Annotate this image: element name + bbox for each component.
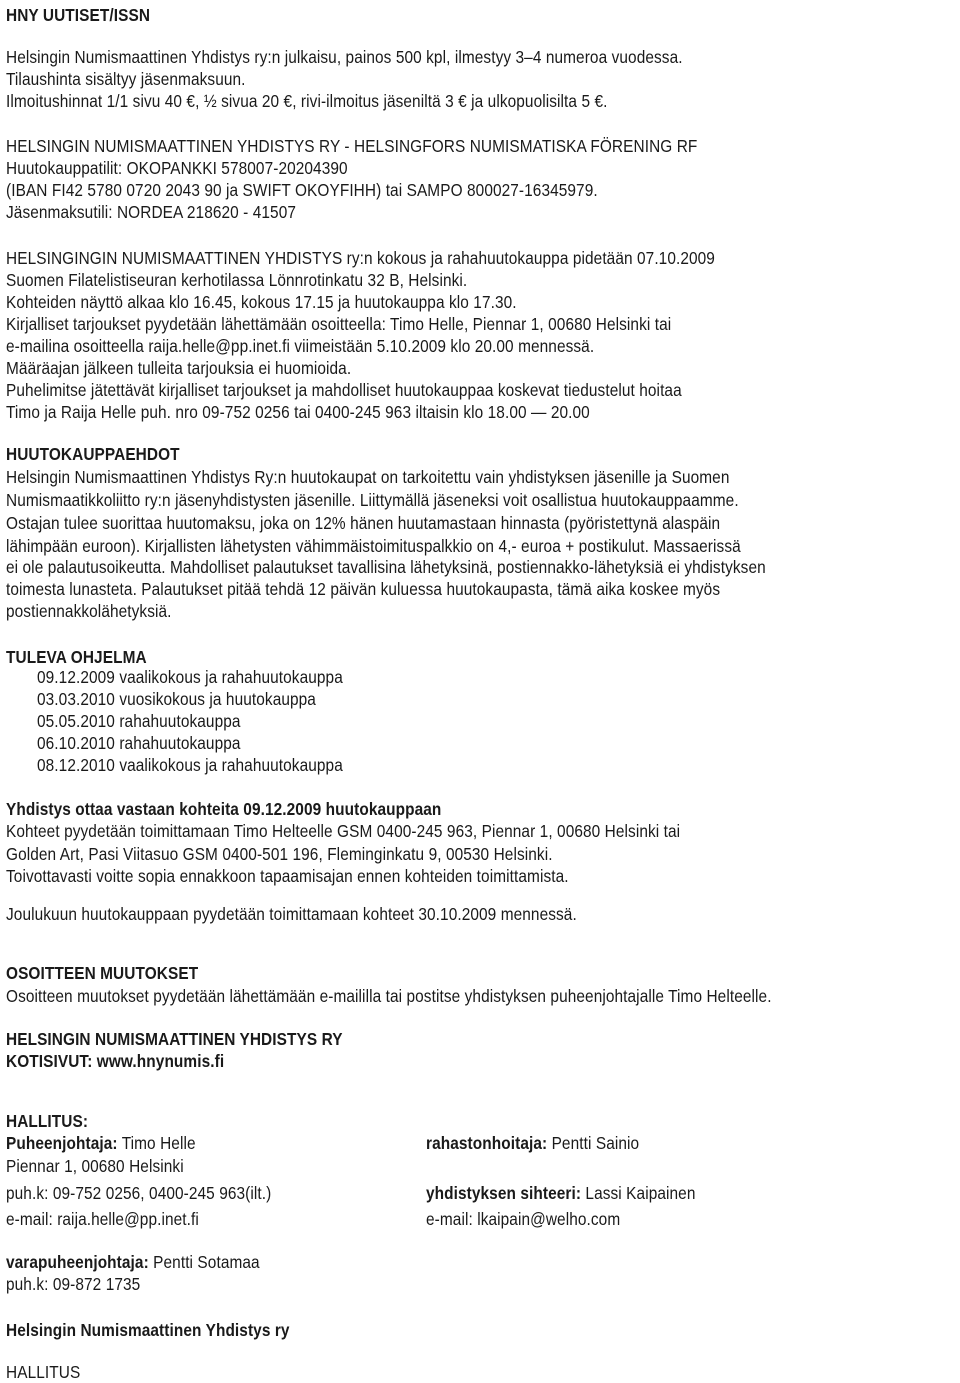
secretary-name: Lassi Kaipainen xyxy=(581,1183,696,1203)
program-item: 09.12.2009 vaalikokous ja rahahuutokauppa xyxy=(37,667,343,687)
secretary-role: yhdistyksen sihteeri: xyxy=(426,1183,582,1203)
chair-address: Piennar 1, 00680 Helsinki xyxy=(6,1156,184,1176)
meeting-line: Timo ja Raija Helle puh. nro 09-752 0256 tai 0400-245 963 iltaisin klo 18.00 — 20.00 xyxy=(6,402,590,422)
homepage-link[interactable]: KOTISIVUT: www.hnynumis.fi xyxy=(6,1051,225,1071)
terms-line: Helsingin Numismaattinen Yhdistys Ry:n huutokaupat on tarkoitettu vain yhdistyksen jäsenille ja Suomen xyxy=(6,467,730,487)
program-item: 06.10.2010 rahahuutokauppa xyxy=(37,733,241,753)
homepage-org: HELSINGIN NUMISMAATTINEN YHDISTYS RY xyxy=(6,1029,343,1049)
accept-line: Toivottavasti voitte sopia ennakkoon tapaamisajan ennen kohteiden toimittamista. xyxy=(6,866,569,886)
program-item: 03.03.2010 vuosikokous ja huutokauppa xyxy=(37,689,316,709)
treasurer-entry xyxy=(426,1132,639,1154)
terms-line: ei ole palautusoikeutta. Mahdolliset palautukset tavallisina lähetyksinä, postiennakko-lähetyksiä ei yhdistyksen xyxy=(6,557,766,577)
vice-chair-role: varapuheenjohtaja: xyxy=(6,1252,149,1272)
intro-line: Ilmoitushinnat 1/1 sivu 40 €, ½ sivua 20 €, rivi-ilmoitus jäseniltä 3 € ja ulkopuolisilta 5 €. xyxy=(6,91,608,111)
meeting-line: Kirjalliset tarjoukset pyydetään lähettämään osoitteella: Timo Helle, Piennar 1, 00680 Helsinki tai xyxy=(6,314,672,334)
program-heading: TULEVA OHJELMA xyxy=(6,647,147,667)
meeting-line: Kohteiden näyttö alkaa klo 16.45, kokous 17.15 ja huutokauppa klo 17.30. xyxy=(6,292,517,312)
intro-line: Helsingin Numismaattinen Yhdistys ry:n julkaisu, painos 500 kpl, ilmestyy 3–4 numeroa vuodessa. xyxy=(6,47,683,67)
meeting-line: Suomen Filatelistiseuran kerhotilassa Lönnrotinkatu 32 B, Helsinki. xyxy=(6,270,468,290)
program-item: 08.12.2010 vaalikokous ja rahahuutokauppa xyxy=(37,755,343,775)
footer-label: HALLITUS xyxy=(6,1362,81,1382)
meeting-line: e-mailina osoitteella raija.helle@pp.inet.fi viimeistään 5.10.2009 klo 20.00 mennessä. xyxy=(6,336,595,356)
intro-line: Tilaushinta sisältyy jäsenmaksuun. xyxy=(6,69,246,89)
meeting-line: HELSINGINGIN NUMISMAATTINEN YHDISTYS ry:n kokous ja rahahuutokauppa pidetään 07.10.2009 xyxy=(6,248,715,268)
bank-line: Huutokauppatilit: OKOPANKKI 578007-20204390 xyxy=(6,158,348,178)
page-title: HNY UUTISET/ISSN xyxy=(6,5,151,25)
meeting-line: Puhelimitse jätettävät kirjalliset tarjoukset ja mahdolliset huutokauppaa koskevat tiedustelut hoitaa xyxy=(6,380,682,400)
secretary-email[interactable]: e-mail: lkaipain@welho.com xyxy=(426,1209,621,1229)
terms-line: postiennakkolähetyksiä. xyxy=(6,601,172,621)
meeting-line: Määräajan jälkeen tulleita tarjouksia ei huomioida. xyxy=(6,358,352,378)
bank-line: HELSINGIN NUMISMAATTINEN YHDISTYS RY - HELSINGFORS NUMISMATISKA FÖRENING RF xyxy=(6,136,698,156)
terms-heading: HUUTOKAUPPAEHDOT xyxy=(6,444,180,464)
chair-role: Puheenjohtaja: xyxy=(6,1133,118,1153)
chair-name: Timo Helle xyxy=(117,1133,196,1153)
footer-org: Helsingin Numismaattinen Yhdistys ry xyxy=(6,1320,290,1340)
treasurer-role: rahastonhoitaja: xyxy=(426,1133,548,1153)
bank-line: Jäsenmaksutili: NORDEA 218620 - 41507 xyxy=(6,202,297,222)
vice-chair-name: Pentti Sotamaa xyxy=(148,1252,260,1272)
terms-line: Ostajan tulee suorittaa huutomaksu, joka on 12% hänen huutamastaan hinnasta (pyöristettynä alaspäin xyxy=(6,513,721,533)
accept-line: Kohteet pyydetään toimittamaan Timo Helteelle GSM 0400-245 963, Piennar 1, 00680 Helsinki tai xyxy=(6,821,681,841)
accept-heading: Yhdistys ottaa vastaan kohteita 09.12.2009 huutokauppaan xyxy=(6,799,442,819)
accept-line: Golden Art, Pasi Viitasuo GSM 0400-501 196, Fleminginkatu 9, 00530 Helsinki. xyxy=(6,844,553,864)
terms-line: lähimpään euroon). Kirjallisten lähetysten vähimmäistoimituspalkkio on 4,- euroa + postikulut. Massaerissä xyxy=(6,536,741,556)
accept-deadline: Joulukuun huutokauppaan pyydetään toimittamaan kohteet 30.10.2009 mennessä. xyxy=(6,904,577,924)
treasurer-name: Pentti Sainio xyxy=(547,1133,640,1153)
secretary-entry xyxy=(426,1182,695,1204)
chair-phone: puh.k: 09-752 0256, 0400-245 963(ilt.) xyxy=(6,1183,272,1203)
board-heading: HALLITUS: xyxy=(6,1111,89,1131)
program-item: 05.05.2010 rahahuutokauppa xyxy=(37,711,241,731)
vice-chair-entry xyxy=(6,1251,260,1273)
chair-email[interactable]: e-mail: raija.helle@pp.inet.fi xyxy=(6,1209,199,1229)
chair-entry xyxy=(6,1132,196,1154)
address-change-text: Osoitteen muutokset pyydetään lähettämään e-maililla tai postitse yhdistyksen puheenjohtajalle Timo Helteelle. xyxy=(6,986,772,1006)
terms-line: toimesta lunasteta. Palautukset pitää tehdä 12 päivän kuluessa huutokaupasta, tämä aika koskee myös xyxy=(6,579,721,599)
address-change-heading: OSOITTEEN MUUTOKSET xyxy=(6,963,199,983)
bank-line: (IBAN FI42 5780 0720 2043 90 ja SWIFT OKOYFIHH) tai SAMPO 800027-16345979. xyxy=(6,180,598,200)
terms-line: Numismaatikkoliitto ry:n jäsenyhdistysten jäsenille. Liittymällä jäseneksi voit osallistua huutokauppaamme. xyxy=(6,490,739,510)
vice-chair-phone: puh.k: 09-872 1735 xyxy=(6,1274,141,1294)
